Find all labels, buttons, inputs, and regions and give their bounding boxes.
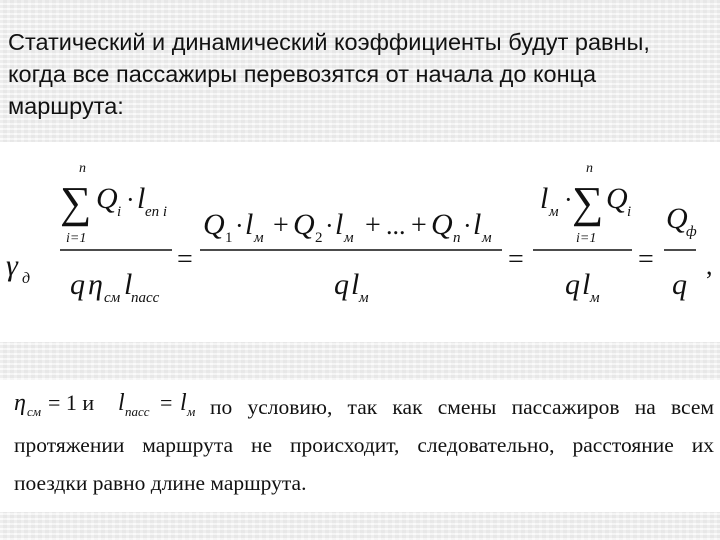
t2-Q2-sub: 2 [315,230,323,246]
t1-den-l: l [124,268,133,301]
equals-2: = [508,244,524,275]
t4-q: q [672,268,687,301]
t2-Qn: Q [431,208,453,241]
t4-Q-sub: ф [686,224,697,240]
t3-den-q: q [565,268,580,301]
t2-l-2-sub: м [344,230,354,246]
t1-den-eta-sub: см [104,290,121,306]
t3-den-l: l [582,268,591,301]
formula-panel [0,142,720,342]
t1-den-q: q [70,268,85,301]
note-panel [0,380,720,512]
t2-Q1-sub: 1 [225,230,233,246]
gamma-subscript: д [22,270,31,287]
note-l-m-sub: м [187,404,196,419]
t1-num-l-sub: en i [145,204,168,220]
formula-comma: , [706,251,713,280]
t2-plus-2: + [365,210,381,241]
t2-den-l-sub: м [359,290,369,306]
t2-l-3-sub: м [482,230,492,246]
note-lead-spacer [14,394,210,424]
t2-Q2: Q [293,208,315,241]
t2-dot-1: · [235,211,244,240]
t3-l: l [540,182,549,215]
t3-dot: · [564,185,573,214]
sum2-lower: i=1 [576,231,597,246]
slide-title: Статический и динамический коэффициенты будут равны, когда все пассажиры перевозятся от начала до конца маршрута: [8,29,650,119]
t3-Q-sub: i [627,204,632,220]
gamma-symbol: γ [6,249,18,282]
note-l-pass: l [118,390,125,416]
t3-den-l-sub: м [590,290,600,306]
t2-Q1: Q [203,208,225,241]
t2-l-2: l [335,208,344,241]
t2-den-q: q [334,268,349,301]
note-text-block [14,388,714,502]
t2-l-3: l [473,208,482,241]
t2-l-1-sub: м [254,230,264,246]
sum2-symbol: ∑ [572,178,604,227]
t2-plus-1: + [273,210,289,241]
t2-plus-3: + [411,210,427,241]
t1-den-eta: η [88,268,103,301]
sum1-symbol: ∑ [60,178,92,227]
t2-dots: ... [386,211,406,240]
sum1-lower: i=1 [66,231,87,246]
t2-Qn-sub: n [453,230,461,246]
t1-num-Q-sub: i [117,204,122,220]
note-eta-sub: см [27,404,42,419]
t1-num-l: l [137,182,146,215]
t3-l-sub: м [549,204,559,220]
t4-Q: Q [666,202,688,235]
note-eq2: = [160,390,173,415]
equals-3: = [638,244,654,275]
t1-num-dot: · [126,185,135,214]
sum1-upper: n [79,161,86,176]
t3-Q: Q [606,182,628,215]
formula-svg [0,142,720,342]
t1-num-Q: Q [96,182,118,215]
sum2-upper: n [586,161,593,176]
equals-1: = [177,244,193,275]
note-l-m: l [180,390,187,416]
note-body-text: по условию, так как смены пассажиров на всем протяжении маршрута не происходит, следовательно, расстояние их поездки равно длине маршрута. [14,395,714,495]
t2-dot-3: · [463,211,472,240]
t1-den-l-sub: пасс [131,290,160,306]
t2-den-l: l [351,268,360,301]
t2-dot-2: · [325,211,334,240]
note-eta: η [14,390,26,416]
note-eq1: = 1 и [48,390,95,415]
t2-l-1: l [245,208,254,241]
note-l-pass-sub: пасс [125,404,150,419]
